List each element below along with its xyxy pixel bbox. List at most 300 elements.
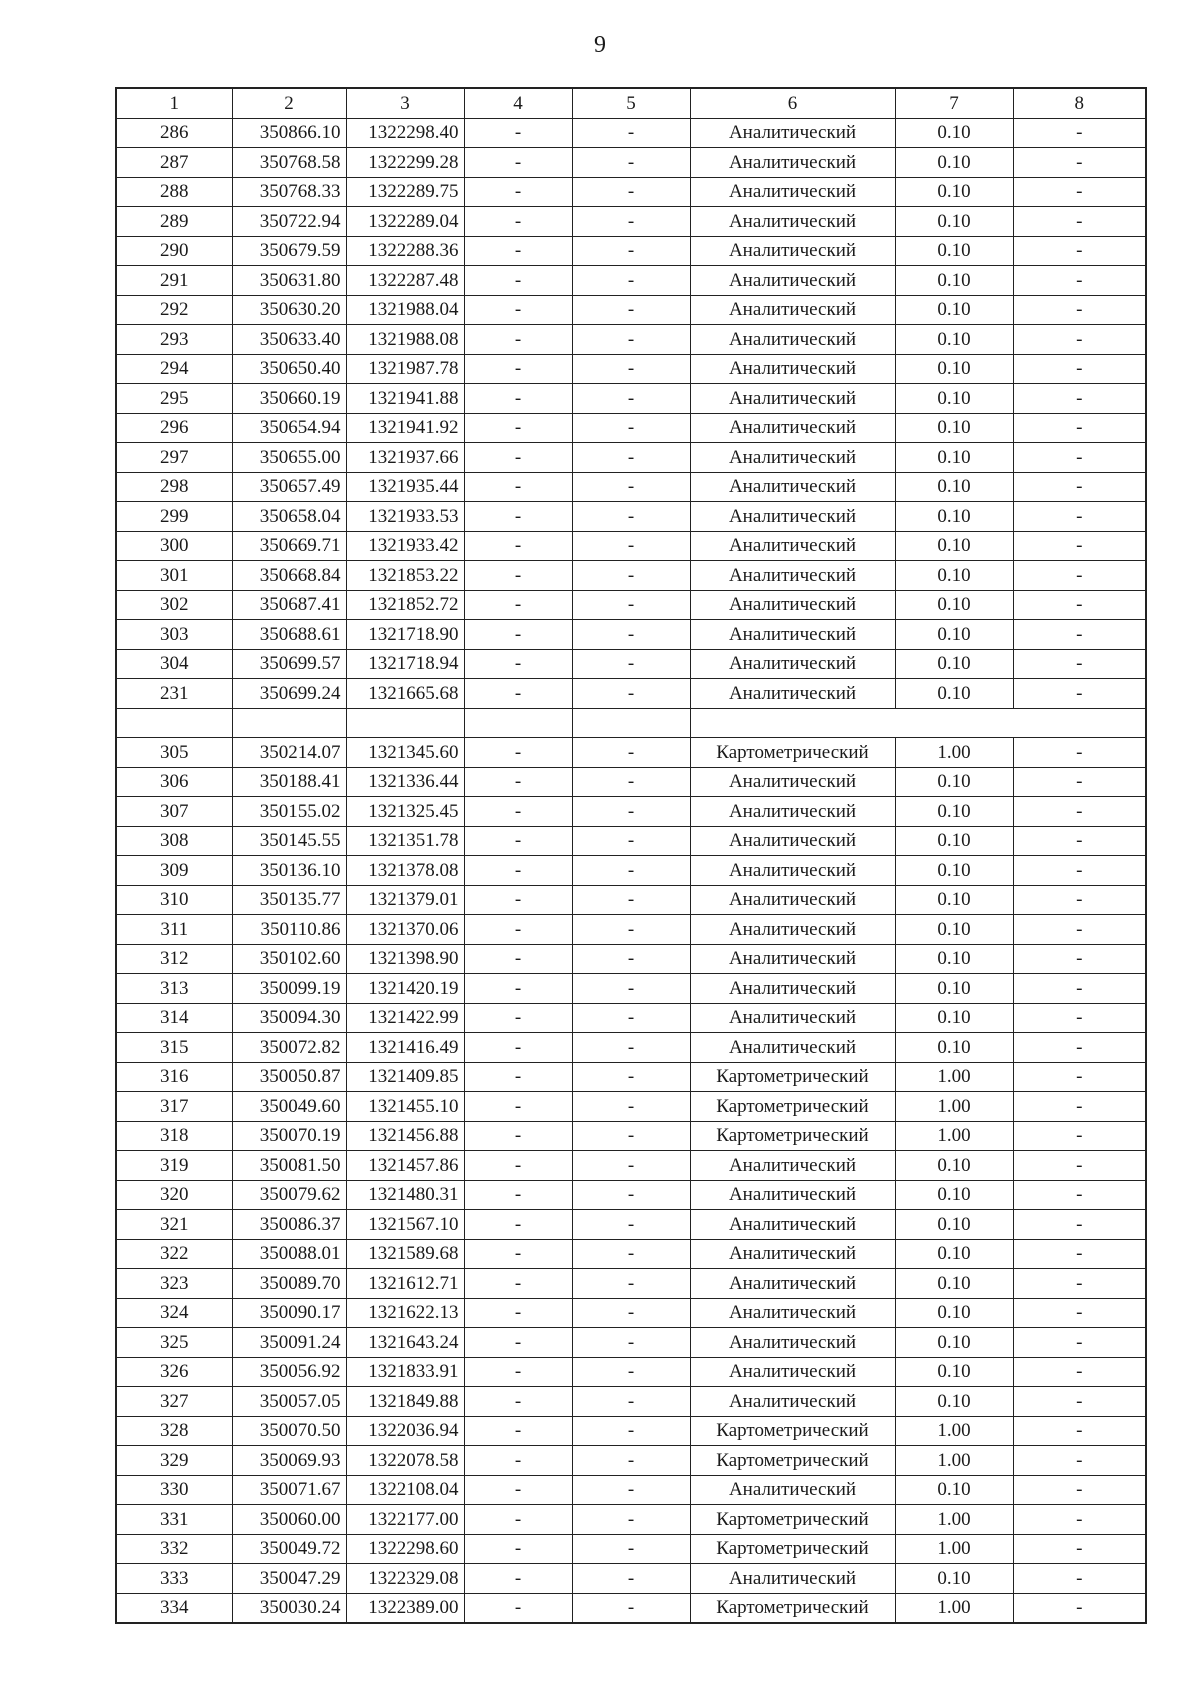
- accuracy-cell: 0.10: [895, 826, 1013, 856]
- coord-y-cell: 1322288.36: [346, 236, 464, 266]
- table-row: [116, 502, 1146, 532]
- col-4-cell: -: [464, 915, 572, 945]
- col-5-cell: -: [572, 1062, 690, 1092]
- accuracy-cell: 0.10: [895, 354, 1013, 384]
- point-number-cell: 307: [116, 797, 232, 827]
- coord-y-cell: 1322289.04: [346, 207, 464, 237]
- col-8-cell: -: [1013, 885, 1146, 915]
- col-8-cell: -: [1013, 1564, 1146, 1594]
- coord-y-cell: 1321612.71: [346, 1269, 464, 1299]
- coord-x-cell: 350072.82: [232, 1033, 346, 1063]
- method-cell: Картометрический: [690, 1062, 895, 1092]
- point-number-cell: 308: [116, 826, 232, 856]
- col-8-cell: -: [1013, 502, 1146, 532]
- table-row: [116, 1210, 1146, 1240]
- table-row: [116, 266, 1146, 296]
- accuracy-cell: 0.10: [895, 797, 1013, 827]
- coord-y-cell: 1321370.06: [346, 915, 464, 945]
- accuracy-cell: 0.10: [895, 1328, 1013, 1358]
- col-4-cell: -: [464, 1092, 572, 1122]
- method-cell: Аналитический: [690, 885, 895, 915]
- coord-x-cell: 350650.40: [232, 354, 346, 384]
- point-number-cell: 299: [116, 502, 232, 532]
- table-row: [116, 1033, 1146, 1063]
- col-8-cell: -: [1013, 295, 1146, 325]
- col-4-cell: -: [464, 856, 572, 886]
- point-number-cell: 318: [116, 1121, 232, 1151]
- accuracy-cell: 0.10: [895, 1269, 1013, 1299]
- table-header-row: [116, 88, 1146, 118]
- table-row: [116, 1357, 1146, 1387]
- col-4-cell: -: [464, 826, 572, 856]
- coord-y-cell: 1321378.08: [346, 856, 464, 886]
- col-4-cell: -: [464, 590, 572, 620]
- accuracy-cell: 0.10: [895, 502, 1013, 532]
- method-cell: Аналитический: [690, 767, 895, 797]
- point-number-cell: 296: [116, 413, 232, 443]
- method-cell: Картометрический: [690, 1534, 895, 1564]
- table-row: [116, 1475, 1146, 1505]
- empty-cell: [116, 708, 232, 738]
- table-row: [116, 443, 1146, 473]
- accuracy-cell: 1.00: [895, 1062, 1013, 1092]
- col-8-cell: -: [1013, 590, 1146, 620]
- coord-x-cell: 350081.50: [232, 1151, 346, 1181]
- accuracy-cell: 1.00: [895, 1446, 1013, 1476]
- point-number-cell: 298: [116, 472, 232, 502]
- col-5-cell: -: [572, 236, 690, 266]
- col-5-cell: -: [572, 354, 690, 384]
- accuracy-cell: 1.00: [895, 1121, 1013, 1151]
- method-cell: Аналитический: [690, 1298, 895, 1328]
- col-4-cell: -: [464, 944, 572, 974]
- coord-x-cell: 350866.10: [232, 118, 346, 148]
- empty-cell: [690, 708, 1146, 738]
- accuracy-cell: 0.10: [895, 1151, 1013, 1181]
- coord-x-cell: 350657.49: [232, 472, 346, 502]
- coord-y-cell: 1321422.99: [346, 1003, 464, 1033]
- point-number-cell: 329: [116, 1446, 232, 1476]
- coord-x-cell: 350049.60: [232, 1092, 346, 1122]
- col-4-cell: -: [464, 1328, 572, 1358]
- coord-y-cell: 1321937.66: [346, 443, 464, 473]
- col-4-cell: -: [464, 1357, 572, 1387]
- coord-x-cell: 350669.71: [232, 531, 346, 561]
- method-cell: Аналитический: [690, 148, 895, 178]
- point-number-cell: 313: [116, 974, 232, 1004]
- coord-x-cell: 350056.92: [232, 1357, 346, 1387]
- point-number-cell: 297: [116, 443, 232, 473]
- point-number-cell: 310: [116, 885, 232, 915]
- table-row: [116, 1180, 1146, 1210]
- coord-y-cell: 1321941.92: [346, 413, 464, 443]
- coord-y-cell: 1321853.22: [346, 561, 464, 591]
- col-8-cell: -: [1013, 177, 1146, 207]
- col-4-cell: -: [464, 443, 572, 473]
- accuracy-cell: 0.10: [895, 177, 1013, 207]
- col-4-cell: -: [464, 1210, 572, 1240]
- coord-y-cell: 1321351.78: [346, 826, 464, 856]
- col-5-cell: -: [572, 1387, 690, 1417]
- coord-x-cell: 350679.59: [232, 236, 346, 266]
- col-8-cell: -: [1013, 1151, 1146, 1181]
- coord-x-cell: 350047.29: [232, 1564, 346, 1594]
- coord-y-cell: 1321589.68: [346, 1239, 464, 1269]
- coord-x-cell: 350214.07: [232, 738, 346, 768]
- point-number-cell: 322: [116, 1239, 232, 1269]
- col-4-cell: -: [464, 1446, 572, 1476]
- table-row: [116, 148, 1146, 178]
- empty-cell: [464, 708, 572, 738]
- coord-y-cell: 1321935.44: [346, 472, 464, 502]
- column-header-7: 7: [895, 88, 1013, 118]
- coord-x-cell: 350658.04: [232, 502, 346, 532]
- col-4-cell: -: [464, 561, 572, 591]
- col-5-cell: -: [572, 856, 690, 886]
- table-row: [116, 649, 1146, 679]
- coord-y-cell: 1322289.75: [346, 177, 464, 207]
- coord-x-cell: 350050.87: [232, 1062, 346, 1092]
- table-row: [116, 531, 1146, 561]
- col-4-cell: -: [464, 767, 572, 797]
- point-number-cell: 288: [116, 177, 232, 207]
- point-number-cell: 300: [116, 531, 232, 561]
- table-row: [116, 413, 1146, 443]
- coord-x-cell: 350188.41: [232, 767, 346, 797]
- empty-cell: [232, 708, 346, 738]
- point-number-cell: 286: [116, 118, 232, 148]
- col-5-cell: -: [572, 148, 690, 178]
- col-4-cell: -: [464, 1534, 572, 1564]
- method-cell: Аналитический: [690, 797, 895, 827]
- method-cell: Картометрический: [690, 1593, 895, 1623]
- table-row: [116, 177, 1146, 207]
- coord-y-cell: 1321455.10: [346, 1092, 464, 1122]
- table-row: [116, 207, 1146, 237]
- col-8-cell: -: [1013, 1534, 1146, 1564]
- coord-y-cell: 1321416.49: [346, 1033, 464, 1063]
- accuracy-cell: 0.10: [895, 207, 1013, 237]
- accuracy-cell: 1.00: [895, 738, 1013, 768]
- accuracy-cell: 0.10: [895, 974, 1013, 1004]
- point-number-cell: 325: [116, 1328, 232, 1358]
- table-row: [116, 1593, 1146, 1623]
- col-8-cell: -: [1013, 1180, 1146, 1210]
- point-number-cell: 301: [116, 561, 232, 591]
- col-5-cell: -: [572, 118, 690, 148]
- coord-x-cell: 350630.20: [232, 295, 346, 325]
- accuracy-cell: 0.10: [895, 325, 1013, 355]
- accuracy-cell: 0.10: [895, 944, 1013, 974]
- coord-y-cell: 1322329.08: [346, 1564, 464, 1594]
- method-cell: Аналитический: [690, 502, 895, 532]
- accuracy-cell: 0.10: [895, 590, 1013, 620]
- col-8-cell: -: [1013, 1033, 1146, 1063]
- col-8-cell: -: [1013, 1210, 1146, 1240]
- accuracy-cell: 0.10: [895, 118, 1013, 148]
- table-row: [116, 561, 1146, 591]
- point-number-cell: 287: [116, 148, 232, 178]
- col-8-cell: -: [1013, 974, 1146, 1004]
- coord-y-cell: 1321849.88: [346, 1387, 464, 1417]
- col-4-cell: -: [464, 1298, 572, 1328]
- accuracy-cell: 0.10: [895, 767, 1013, 797]
- col-8-cell: -: [1013, 354, 1146, 384]
- method-cell: Аналитический: [690, 1033, 895, 1063]
- coord-y-cell: 1321933.42: [346, 531, 464, 561]
- coord-y-cell: 1322299.28: [346, 148, 464, 178]
- method-cell: Аналитический: [690, 325, 895, 355]
- coord-y-cell: 1321718.90: [346, 620, 464, 650]
- point-number-cell: 316: [116, 1062, 232, 1092]
- table-row: [116, 797, 1146, 827]
- coord-y-cell: 1321345.60: [346, 738, 464, 768]
- point-number-cell: 330: [116, 1475, 232, 1505]
- col-5-cell: -: [572, 826, 690, 856]
- table-row: [116, 738, 1146, 768]
- col-5-cell: -: [572, 797, 690, 827]
- table-row: [116, 1269, 1146, 1299]
- coord-y-cell: 1321987.78: [346, 354, 464, 384]
- point-number-cell: 321: [116, 1210, 232, 1240]
- table-row: [116, 472, 1146, 502]
- coord-y-cell: 1321379.01: [346, 885, 464, 915]
- method-cell: Аналитический: [690, 472, 895, 502]
- accuracy-cell: 0.10: [895, 1180, 1013, 1210]
- col-8-cell: -: [1013, 738, 1146, 768]
- point-number-cell: 311: [116, 915, 232, 945]
- col-8-cell: -: [1013, 767, 1146, 797]
- col-8-cell: -: [1013, 413, 1146, 443]
- table-row: [116, 679, 1146, 709]
- method-cell: Аналитический: [690, 1210, 895, 1240]
- accuracy-cell: 0.10: [895, 1003, 1013, 1033]
- col-4-cell: -: [464, 413, 572, 443]
- coord-y-cell: 1321933.53: [346, 502, 464, 532]
- point-number-cell: 293: [116, 325, 232, 355]
- col-5-cell: -: [572, 1505, 690, 1535]
- col-4-cell: -: [464, 1062, 572, 1092]
- table-row: [116, 1092, 1146, 1122]
- coord-y-cell: 1322078.58: [346, 1446, 464, 1476]
- column-header-5: 5: [572, 88, 690, 118]
- accuracy-cell: 0.10: [895, 561, 1013, 591]
- col-5-cell: -: [572, 531, 690, 561]
- column-header-4: 4: [464, 88, 572, 118]
- table-row: [116, 1151, 1146, 1181]
- accuracy-cell: 0.10: [895, 443, 1013, 473]
- method-cell: Аналитический: [690, 1357, 895, 1387]
- accuracy-cell: 1.00: [895, 1593, 1013, 1623]
- col-8-cell: -: [1013, 266, 1146, 296]
- column-header-2: 2: [232, 88, 346, 118]
- table-row: [116, 1328, 1146, 1358]
- col-4-cell: -: [464, 207, 572, 237]
- point-number-cell: 291: [116, 266, 232, 296]
- method-cell: Аналитический: [690, 561, 895, 591]
- col-4-cell: -: [464, 1475, 572, 1505]
- point-number-cell: 328: [116, 1416, 232, 1446]
- col-4-cell: -: [464, 1564, 572, 1594]
- table-row: [116, 384, 1146, 414]
- col-5-cell: -: [572, 1475, 690, 1505]
- method-cell: Аналитический: [690, 1003, 895, 1033]
- point-number-cell: 312: [116, 944, 232, 974]
- col-8-cell: -: [1013, 1121, 1146, 1151]
- col-8-cell: -: [1013, 1269, 1146, 1299]
- col-8-cell: -: [1013, 915, 1146, 945]
- point-number-cell: 295: [116, 384, 232, 414]
- col-8-cell: -: [1013, 531, 1146, 561]
- accuracy-cell: 0.10: [895, 413, 1013, 443]
- col-5-cell: -: [572, 767, 690, 797]
- accuracy-cell: 0.10: [895, 1239, 1013, 1269]
- col-4-cell: -: [464, 325, 572, 355]
- column-header-8: 8: [1013, 88, 1146, 118]
- accuracy-cell: 0.10: [895, 1357, 1013, 1387]
- col-4-cell: -: [464, 1593, 572, 1623]
- accuracy-cell: 0.10: [895, 885, 1013, 915]
- coord-y-cell: 1321622.13: [346, 1298, 464, 1328]
- method-cell: Аналитический: [690, 266, 895, 296]
- col-5-cell: -: [572, 1298, 690, 1328]
- col-5-cell: -: [572, 266, 690, 296]
- accuracy-cell: 0.10: [895, 856, 1013, 886]
- col-5-cell: -: [572, 590, 690, 620]
- coord-x-cell: 350660.19: [232, 384, 346, 414]
- method-cell: Картометрический: [690, 1121, 895, 1151]
- method-cell: Аналитический: [690, 1269, 895, 1299]
- col-4-cell: -: [464, 797, 572, 827]
- col-5-cell: -: [572, 561, 690, 591]
- point-number-cell: 289: [116, 207, 232, 237]
- coord-y-cell: 1321480.31: [346, 1180, 464, 1210]
- table-row: [116, 1387, 1146, 1417]
- table-row: [116, 767, 1146, 797]
- col-4-cell: -: [464, 266, 572, 296]
- col-4-cell: -: [464, 531, 572, 561]
- col-8-cell: -: [1013, 384, 1146, 414]
- coord-y-cell: 1322177.00: [346, 1505, 464, 1535]
- point-number-cell: 306: [116, 767, 232, 797]
- coord-x-cell: 350654.94: [232, 413, 346, 443]
- accuracy-cell: 0.10: [895, 1298, 1013, 1328]
- coord-x-cell: 350071.67: [232, 1475, 346, 1505]
- method-cell: Картометрический: [690, 1092, 895, 1122]
- coord-y-cell: 1321643.24: [346, 1328, 464, 1358]
- method-cell: Аналитический: [690, 1239, 895, 1269]
- accuracy-cell: 0.10: [895, 1033, 1013, 1063]
- point-number-cell: 294: [116, 354, 232, 384]
- table-row: [116, 1003, 1146, 1033]
- method-cell: Картометрический: [690, 1505, 895, 1535]
- col-5-cell: -: [572, 1416, 690, 1446]
- coord-x-cell: 350088.01: [232, 1239, 346, 1269]
- col-8-cell: -: [1013, 325, 1146, 355]
- col-5-cell: -: [572, 649, 690, 679]
- column-header-6: 6: [690, 88, 895, 118]
- method-cell: Картометрический: [690, 1446, 895, 1476]
- point-number-cell: 231: [116, 679, 232, 709]
- coord-x-cell: 350699.57: [232, 649, 346, 679]
- method-cell: Аналитический: [690, 443, 895, 473]
- col-4-cell: -: [464, 738, 572, 768]
- coord-x-cell: 350060.00: [232, 1505, 346, 1535]
- coord-x-cell: 350768.33: [232, 177, 346, 207]
- col-4-cell: -: [464, 502, 572, 532]
- col-5-cell: -: [572, 1003, 690, 1033]
- col-8-cell: -: [1013, 1298, 1146, 1328]
- coord-y-cell: 1321665.68: [346, 679, 464, 709]
- col-5-cell: -: [572, 974, 690, 1004]
- col-4-cell: -: [464, 1416, 572, 1446]
- col-5-cell: -: [572, 177, 690, 207]
- accuracy-cell: 0.10: [895, 531, 1013, 561]
- col-5-cell: -: [572, 885, 690, 915]
- coord-y-cell: 1321833.91: [346, 1357, 464, 1387]
- page-number: 9: [594, 32, 606, 58]
- coord-x-cell: 350768.58: [232, 148, 346, 178]
- table-row: [116, 590, 1146, 620]
- col-4-cell: -: [464, 620, 572, 650]
- table-row: [116, 118, 1146, 148]
- coord-y-cell: 1321718.94: [346, 649, 464, 679]
- coord-x-cell: 350049.72: [232, 1534, 346, 1564]
- coord-x-cell: 350094.30: [232, 1003, 346, 1033]
- accuracy-cell: 1.00: [895, 1416, 1013, 1446]
- method-cell: Аналитический: [690, 1387, 895, 1417]
- coord-y-cell: 1321325.45: [346, 797, 464, 827]
- col-8-cell: -: [1013, 148, 1146, 178]
- method-cell: Аналитический: [690, 915, 895, 945]
- coord-x-cell: 350079.62: [232, 1180, 346, 1210]
- col-5-cell: -: [572, 207, 690, 237]
- col-4-cell: -: [464, 148, 572, 178]
- col-8-cell: -: [1013, 1446, 1146, 1476]
- table-body: [116, 118, 1146, 1623]
- col-5-cell: -: [572, 472, 690, 502]
- col-8-cell: -: [1013, 1003, 1146, 1033]
- accuracy-cell: 1.00: [895, 1505, 1013, 1535]
- point-number-cell: 305: [116, 738, 232, 768]
- col-8-cell: -: [1013, 472, 1146, 502]
- col-5-cell: -: [572, 502, 690, 532]
- col-5-cell: -: [572, 915, 690, 945]
- accuracy-cell: 0.10: [895, 1387, 1013, 1417]
- table-row: [116, 1062, 1146, 1092]
- point-number-cell: 292: [116, 295, 232, 325]
- method-cell: Аналитический: [690, 384, 895, 414]
- col-8-cell: -: [1013, 856, 1146, 886]
- col-4-cell: -: [464, 885, 572, 915]
- col-4-cell: -: [464, 384, 572, 414]
- col-5-cell: -: [572, 1328, 690, 1358]
- coord-y-cell: 1321409.85: [346, 1062, 464, 1092]
- point-number-cell: 317: [116, 1092, 232, 1122]
- coord-y-cell: 1321398.90: [346, 944, 464, 974]
- coord-x-cell: 350086.37: [232, 1210, 346, 1240]
- col-5-cell: -: [572, 325, 690, 355]
- coord-y-cell: 1322108.04: [346, 1475, 464, 1505]
- col-5-cell: -: [572, 413, 690, 443]
- col-4-cell: -: [464, 1505, 572, 1535]
- method-cell: Аналитический: [690, 649, 895, 679]
- accuracy-cell: 0.10: [895, 915, 1013, 945]
- coord-y-cell: 1321336.44: [346, 767, 464, 797]
- method-cell: Аналитический: [690, 1475, 895, 1505]
- method-cell: Аналитический: [690, 295, 895, 325]
- point-number-cell: 309: [116, 856, 232, 886]
